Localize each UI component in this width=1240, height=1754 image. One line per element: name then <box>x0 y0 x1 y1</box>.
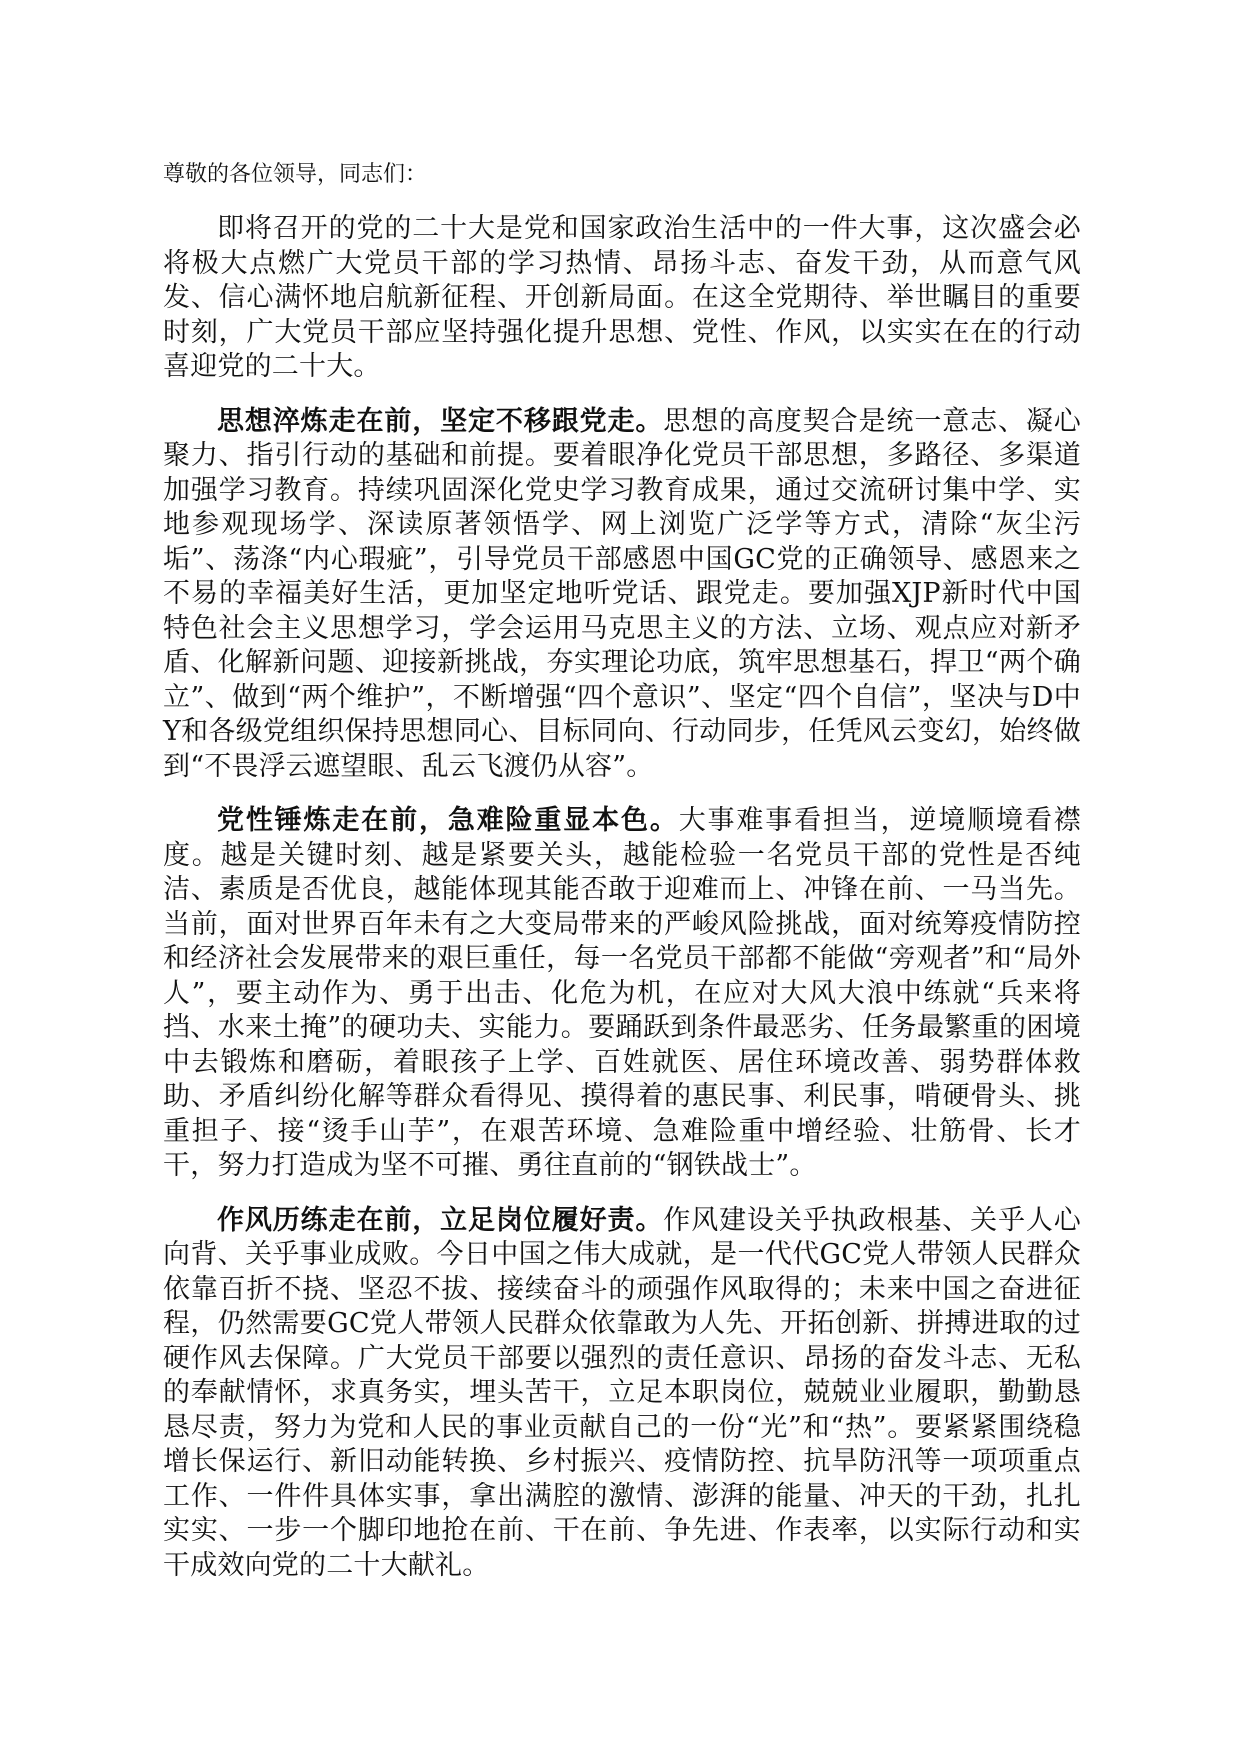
section-heading-work-style: 作风历练走在前，立足岗位履好责。 <box>217 1204 664 1236</box>
section-paragraph-work-style <box>163 1204 1081 1584</box>
section-body-thought: 思想的高度契合是统一意志、凝心聚力、指引行动的基础和前提。要着眼净化党员干部思想，多路径、多渠道加强学习教育。持续巩固深化党史学习教育成果，通过交流研讨集中学、实地参观现场学、深读原著领悟学、网上浏览广泛学等方式，清除“灰尘污垢”、荡涤“内心瑕疵”，引导党员干部感恩中国GC党的正确领导、感恩来之不易的幸福美好生活，更加坚定地听党话、跟党走。要加强XJP新时代中国特色社会主义思想学习，学会运用马克思主义的方法、立场、观点应对新矛盾、化解新问题、迎接新挑战，夯实理论功底，筑牢思想基石，捍卫“两个确立”、做到“两个维护”，不断增强“四个意识”、坚定“四个自信”，坚决与D中Y和各级党组织保持思想同心、目标同向、行动同步，任凭风云变幻，始终做到“不畏浮云遮望眼、乱云飞渡仍从容”。 <box>163 405 1082 782</box>
section-body-work-style: 作风建设关乎执政根基、关乎人心向背、关乎事业成败。今日中国之伟大成就，是一代代GC党人带领人民群众依靠百折不挠、坚忍不拔、接续奋斗的顽强作风取得的；未来中国之奋进征程，仍然需要GC党人带领人民群众依靠敢为人先、开拓创新、拼搏进取的过硬作风去保障。广大党员干部要以强烈的责任意识、昂扬的奋发斗志、无私的奉献情怀，求真务实，埋头苦干，立足本职岗位，兢兢业业履职，勤勤恳恳尽责，努力为党和人民的事业贡献自己的一份“光”和“热”。要紧紧围绕稳增长保运行、新旧动能转换、乡村振兴、疫情防控、抗旱防汛等一项项重点工作、一件件具体实事，拿出满腔的激情、澎湃的能量、冲天的干劲，扎扎实实、一步一个脚印地抢在前、干在前、争先进、作表率，以实际行动和实干成效向党的二十大献礼。 <box>163 1204 1082 1581</box>
section-paragraph-thought <box>163 405 1081 785</box>
salutation: 尊敬的各位领导，同志们： <box>163 162 428 187</box>
section-body-party-spirit: 大事难事看担当，逆境顺境看襟度。越是关键时刻、越是紧要关头，越能检验一名党员干部的党性是否纯洁、素质是否优良，越能体现其能否敢于迎难而上、冲锋在前、一马当先。当前，面对世界百年未有之大变局带来的严峻风险挑战，面对统筹疫情防控和经济社会发展带来的艰巨重任，每一名党员干部都不能做“旁观者”和“局外人”，要主动作为、勇于出击、化危为机，在应对大风大浪中练就“兵来将挡、水来土掩”的硬功夫、实能力。要踊跃到条件最恶劣、任务最繁重的困境中去锻炼和磨砺，着眼孩子上学、百姓就医、居住环境改善、弱势群体救助、矛盾纠纷化解等群众看得见、摸得着的惠民事、利民事，啃硬骨头、挑重担子、接“烫手山芋”，在艰苦环境、急难险重中增经验、壮筋骨、长才干，努力打造成为坚不可摧、勇往直前的“钢铁战士”。 <box>163 805 1081 1181</box>
section-heading-party-spirit: 党性锤炼走在前，急难险重显本色。 <box>217 805 679 836</box>
section-paragraph-party-spirit <box>163 804 1081 1184</box>
intro-paragraph: 即将召开的党的二十大是党和国家政治生活中的一件大事，这次盛会必将极大点燃广大党员干部的学习热情、昂扬斗志、奋发干劲，从而意气风发、信心满怀地启航新征程、开创新局面。在这全党期待、举世瞩目的重要时刻，广大党员干部应坚持强化提升思想、党性、作风，以实实在在的行动喜迎党的二十大。 <box>163 213 1081 382</box>
section-heading-thought: 思想淬炼走在前，坚定不移跟党走。 <box>217 405 664 437</box>
document-page <box>163 158 1081 1603</box>
